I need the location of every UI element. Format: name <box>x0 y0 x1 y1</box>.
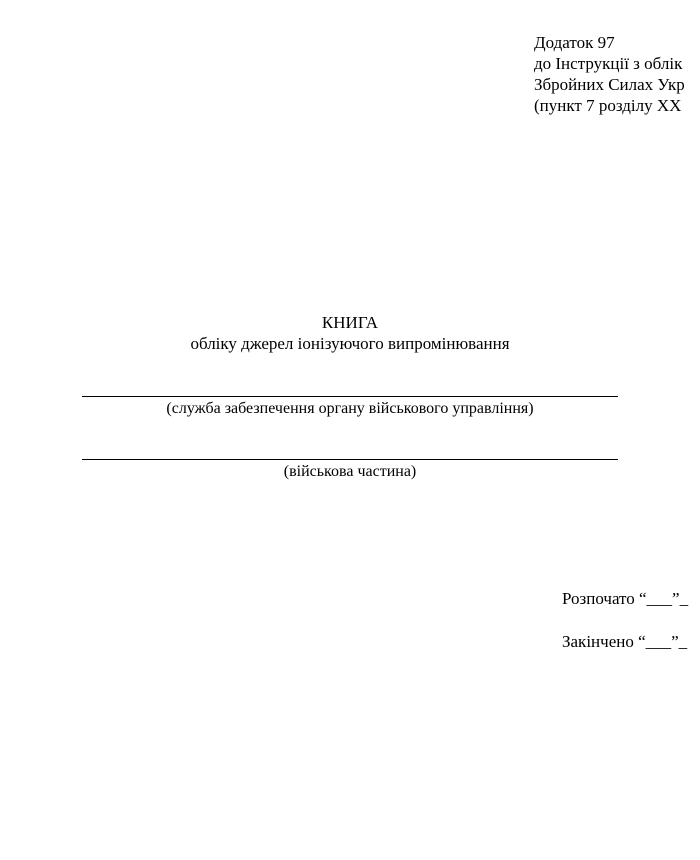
appendix-instruction-line: до Інструкції з облік <box>534 54 683 73</box>
appendix-reference <box>534 32 685 116</box>
document-title: КНИГА <box>321 313 379 332</box>
service-caption: (служба забезпечення органу військового управління) <box>166 400 534 417</box>
appendix-number: Додаток 97 <box>534 33 615 52</box>
title-block <box>0 312 700 354</box>
finished-date-field: Закінчено “___”_ <box>562 632 688 651</box>
unit-caption: (військова частина) <box>283 463 417 480</box>
unit-fill-line <box>82 459 618 460</box>
document-subtitle: обліку джерел іонізуючого випромінювання <box>190 334 510 353</box>
appendix-forces-line: Збройних Силах Укр <box>534 75 685 94</box>
started-date-field: Розпочато “___”_ <box>562 589 689 608</box>
service-fill-line <box>82 396 618 397</box>
appendix-section-line: (пункт 7 розділу XX <box>534 96 682 115</box>
